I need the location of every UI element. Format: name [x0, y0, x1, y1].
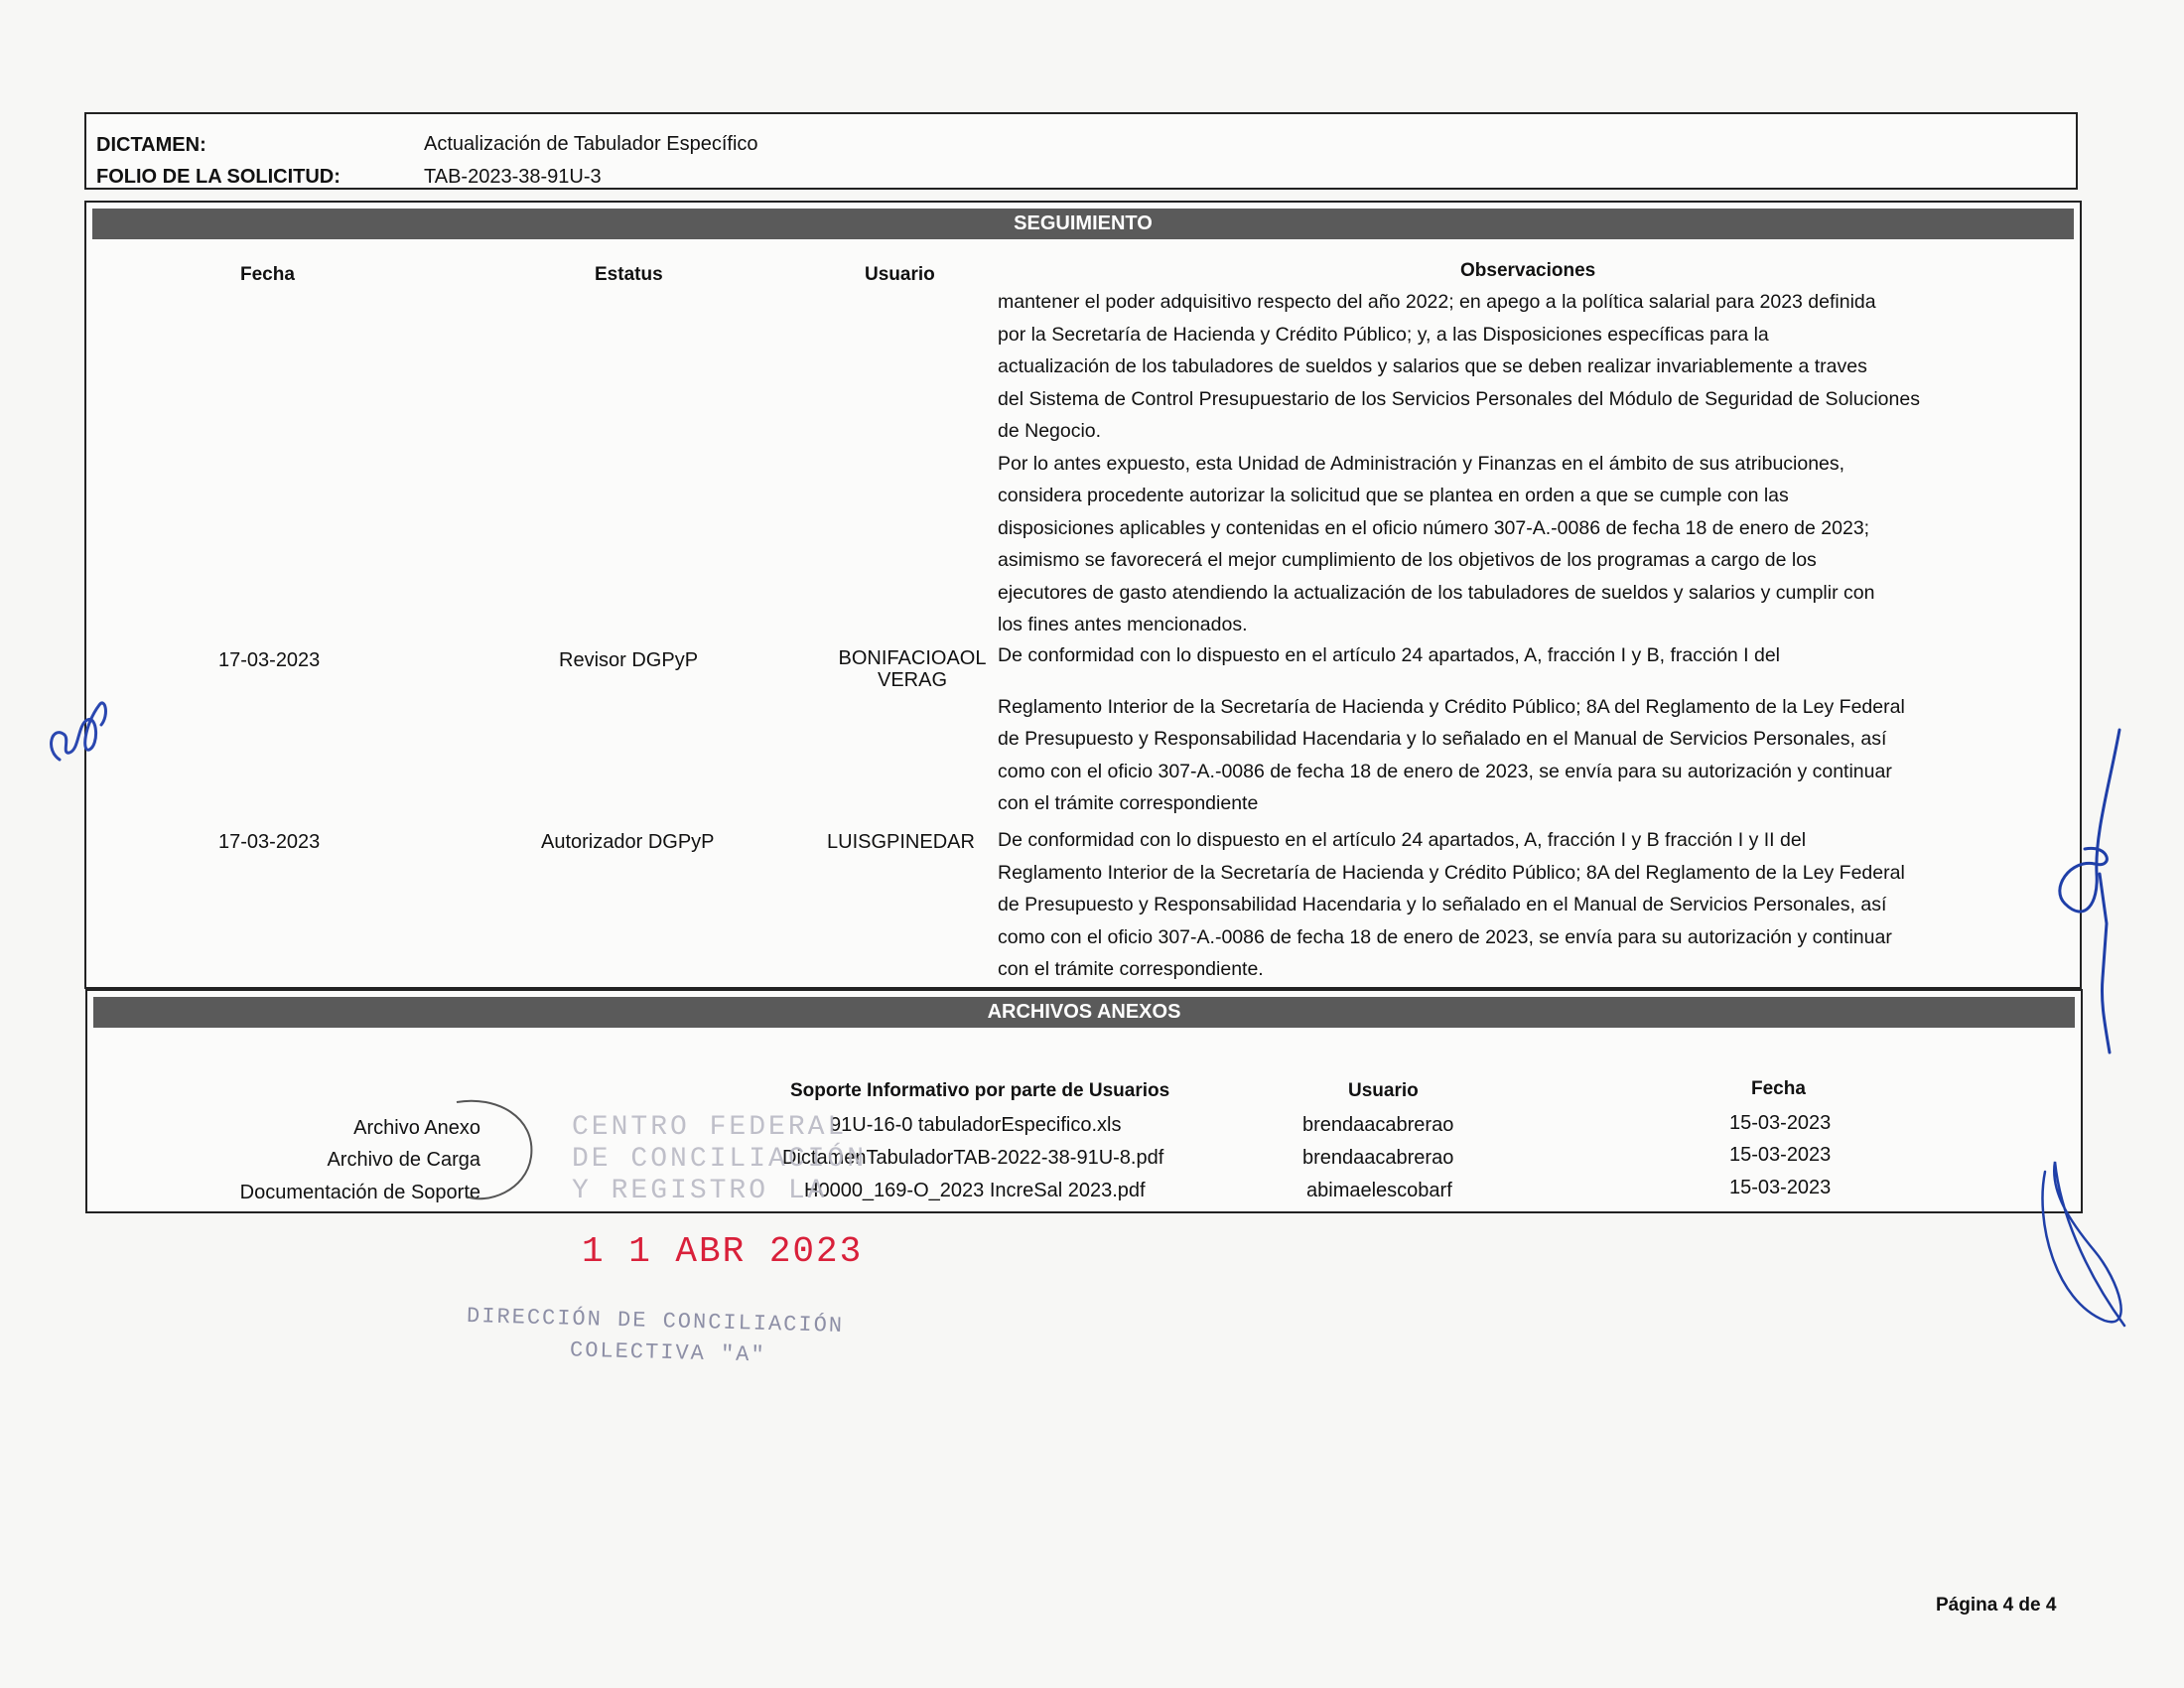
anexo-archivo-link[interactable]: DictamenTabuladorTAB-2022-38-91U-8.pdf: [782, 1147, 1164, 1169]
obs-line: de Negocio.: [998, 420, 1102, 442]
row1-fecha: 17-03-2023: [218, 649, 321, 671]
anexo-fecha: 15-03-2023: [1729, 1144, 1832, 1166]
obs-line: con el trámite correspondiente: [998, 792, 1259, 814]
anexo-tipo: Archivo de Carga: [327, 1149, 480, 1171]
anexo-archivo-link[interactable]: 91U-16-0 tabuladorEspecifico.xls: [830, 1114, 1122, 1136]
initials-signature-left: [40, 665, 119, 784]
col-fecha-header: Fecha: [1751, 1078, 1806, 1099]
anexos-title: ARCHIVOS ANEXOS: [93, 997, 2075, 1028]
obs-line: como con el oficio 307-A.-0086 de fecha 18 de enero de 2023, se envía para su autorización y continuar: [998, 760, 1892, 782]
obs-line: De conformidad con lo dispuesto en el artículo 24 apartados, A, fracción I y B fracción I y II del: [998, 829, 1807, 851]
col-observaciones-header: Observaciones: [1460, 260, 1596, 281]
row1-usuario-line2: VERAG: [877, 669, 948, 691]
obs-line: asimismo se favorecerá el mejor cumplimiento de los objetivos de los programas a cargo de los: [998, 549, 1817, 571]
page-number: Página 4 de 4: [1936, 1595, 2057, 1616]
obs-line: mantener el poder adquisitivo respecto del año 2022; en apego a la política salarial para 2023 definida: [998, 291, 1876, 313]
stamp-line2: DE CONCILIACIÓN: [572, 1144, 868, 1175]
stamp-circle-mark: [427, 1097, 546, 1206]
obs-line: por la Secretaría de Hacienda y Crédito Público; y, a las Disposiciones específicas para la: [998, 323, 1769, 346]
obs-line: como con el oficio 307-A.-0086 de fecha 18 de enero de 2023, se envía para su autorización y continuar: [998, 925, 1892, 948]
col-usuario-header: Usuario: [1348, 1080, 1419, 1101]
row1-observaciones: [998, 639, 1905, 820]
seguimiento-section: [84, 201, 2082, 989]
row2-fecha: 17-03-2023: [218, 831, 321, 853]
anexo-fecha: 15-03-2023: [1729, 1177, 1832, 1198]
obs-line: Por lo antes expuesto, esta Unidad de Administración y Finanzas en el ámbito de sus atribuciones,: [998, 452, 1845, 475]
obs-line: de Presupuesto y Responsabilidad Hacendaria y lo señalado en el Manual de Servicios Personales, así: [998, 728, 1887, 750]
row2-observaciones: [998, 824, 1905, 986]
signature-loop: [2025, 1152, 2144, 1350]
anexo-usuario: brendaacabrerao: [1302, 1147, 1454, 1169]
anexo-tipo: Documentación de Soporte: [239, 1182, 480, 1203]
obs-line: actualización de los tabuladores de sueldos y salarios que se deben realizar invariablemente a traves: [998, 355, 1867, 377]
obs-line: De conformidad con lo dispuesto en el artículo 24 apartados, A, fracción I y B, fracción I del: [998, 644, 1781, 666]
dictamen-value: Actualización de Tabulador Específico: [424, 133, 758, 155]
anexo-fecha: 15-03-2023: [1729, 1112, 1832, 1134]
signature-right: [2025, 725, 2144, 1082]
direction-stamp-line2: COLECTIVA "A": [569, 1337, 766, 1368]
stamp-line1: CENTRO FEDERAL: [572, 1112, 848, 1143]
continued-observations: [998, 286, 1920, 641]
received-date-stamp: 1 1 ABR 2023: [582, 1231, 864, 1272]
row1-usuario: [823, 647, 1002, 691]
obs-line: considera procedente autorizar la solicitud que se plantea en orden a que se cumple con las: [998, 485, 1789, 506]
header-box: [84, 112, 2078, 190]
row1-estatus: Revisor DGPyP: [559, 649, 699, 671]
obs-line: Reglamento Interior de la Secretaría de Hacienda y Crédito Público; 8A del Reglamento de la Ley Federal: [998, 861, 1905, 884]
anexo-usuario: abimaelescobarf: [1306, 1180, 1452, 1201]
stamp-line3: Y REGISTRO LA: [572, 1176, 828, 1206]
anexo-usuario: brendaacabrerao: [1302, 1114, 1454, 1136]
anexos-section: [85, 989, 2083, 1213]
direction-stamp-line1: DIRECCIÓN DE CONCILIACIÓN: [466, 1304, 845, 1338]
obs-line: Reglamento Interior de la Secretaría de Hacienda y Crédito Público; 8A del Reglamento de la Ley Federal: [998, 695, 1905, 718]
obs-line: disposiciones aplicables y contenidas en el oficio número 307-A.-0086 de fecha 18 de enero de 2023;: [998, 516, 1870, 539]
dictamen-label: DICTAMEN:: [96, 134, 206, 156]
row2-usuario: LUISGPINEDAR: [827, 831, 975, 853]
row2-estatus: Autorizador DGPyP: [541, 831, 715, 853]
anexo-tipo: Archivo Anexo: [353, 1117, 480, 1139]
folio-label: FOLIO DE LA SOLICITUD:: [96, 166, 341, 188]
col-estatus-header: Estatus: [595, 264, 663, 285]
seguimiento-title: SEGUIMIENTO: [92, 209, 2074, 239]
anexo-archivo-link[interactable]: H0000_169-O_2023 IncreSal 2023.pdf: [804, 1180, 1146, 1201]
col-usuario-header: Usuario: [865, 264, 935, 285]
row1-usuario-line1: BONIFACIOAOL: [838, 647, 987, 669]
folio-value: TAB-2023-38-91U-3: [424, 166, 602, 188]
col-fecha-header: Fecha: [240, 264, 295, 285]
obs-line: del Sistema de Control Presupuestario de los Servicios Personales del Módulo de Seguridad de Soluciones: [998, 387, 1920, 410]
obs-line: de Presupuesto y Responsabilidad Hacendaria y lo señalado en el Manual de Servicios Personales, así: [998, 894, 1887, 915]
obs-line: ejecutores de gasto atendiendo la actualización de los tabuladores de sueldos y salarios y cumplir con: [998, 581, 1875, 604]
col-soporte-header: Soporte Informativo por parte de Usuarios: [790, 1080, 1170, 1101]
obs-line: los fines antes mencionados.: [998, 614, 1248, 635]
obs-line: con el trámite correspondiente.: [998, 958, 1264, 980]
